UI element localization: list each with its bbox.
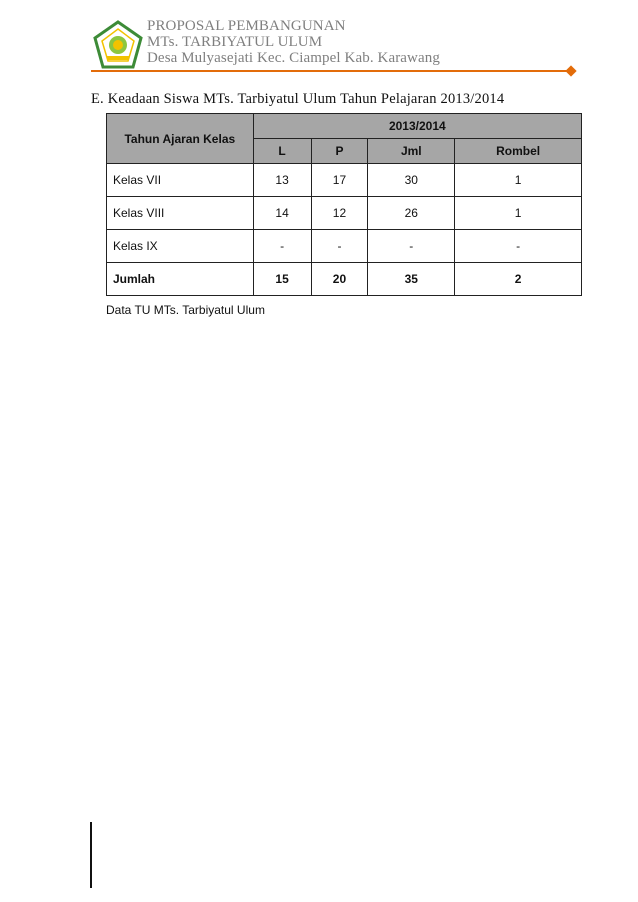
table-row <box>107 164 582 197</box>
cell-rombel: - <box>455 230 582 263</box>
cell-p: 12 <box>311 197 368 230</box>
header-divider-diamond <box>565 65 576 76</box>
header-line-3: Desa Mulyasejati Kec. Ciampel Kab. Karawang <box>147 50 440 66</box>
row-header: Tahun Ajaran Kelas <box>107 114 254 164</box>
page-margin-line <box>90 822 92 888</box>
column-header-p: P <box>311 139 368 164</box>
row-label: Kelas IX <box>107 230 254 263</box>
row-label: Kelas VII <box>107 164 254 197</box>
cell-jml: 26 <box>368 197 455 230</box>
header-divider <box>91 70 571 72</box>
cell-l: 13 <box>253 164 311 197</box>
table-source-caption: Data TU MTs. Tarbiyatul Ulum <box>106 303 265 317</box>
cell-l: 14 <box>253 197 311 230</box>
header-line-1: PROPOSAL PEMBANGUNAN <box>147 18 346 34</box>
total-rombel: 2 <box>455 263 582 296</box>
school-emblem-icon <box>93 20 143 70</box>
cell-rombel: 1 <box>455 164 582 197</box>
total-label: Jumlah <box>107 263 254 296</box>
cell-p: 17 <box>311 164 368 197</box>
table-row <box>107 197 582 230</box>
total-l: 15 <box>253 263 311 296</box>
cell-jml: 30 <box>368 164 455 197</box>
cell-jml: - <box>368 230 455 263</box>
total-jml: 35 <box>368 263 455 296</box>
column-header-jml: Jml <box>368 139 455 164</box>
student-table <box>106 113 582 296</box>
table-total-row <box>107 263 582 296</box>
column-header-rombel: Rombel <box>455 139 582 164</box>
column-header-l: L <box>253 139 311 164</box>
year-group-header: 2013/2014 <box>253 114 581 139</box>
cell-rombel: 1 <box>455 197 582 230</box>
total-p: 20 <box>311 263 368 296</box>
header-line-2: MTs. TARBIYATUL ULUM <box>147 34 323 50</box>
table-header-row <box>107 114 582 139</box>
cell-p: - <box>311 230 368 263</box>
table-row <box>107 230 582 263</box>
row-label: Kelas VIII <box>107 197 254 230</box>
document-header <box>147 18 440 66</box>
section-title: E. Keadaan Siswa MTs. Tarbiyatul Ulum Tahun Pelajaran 2013/2014 <box>91 91 505 107</box>
cell-l: - <box>253 230 311 263</box>
